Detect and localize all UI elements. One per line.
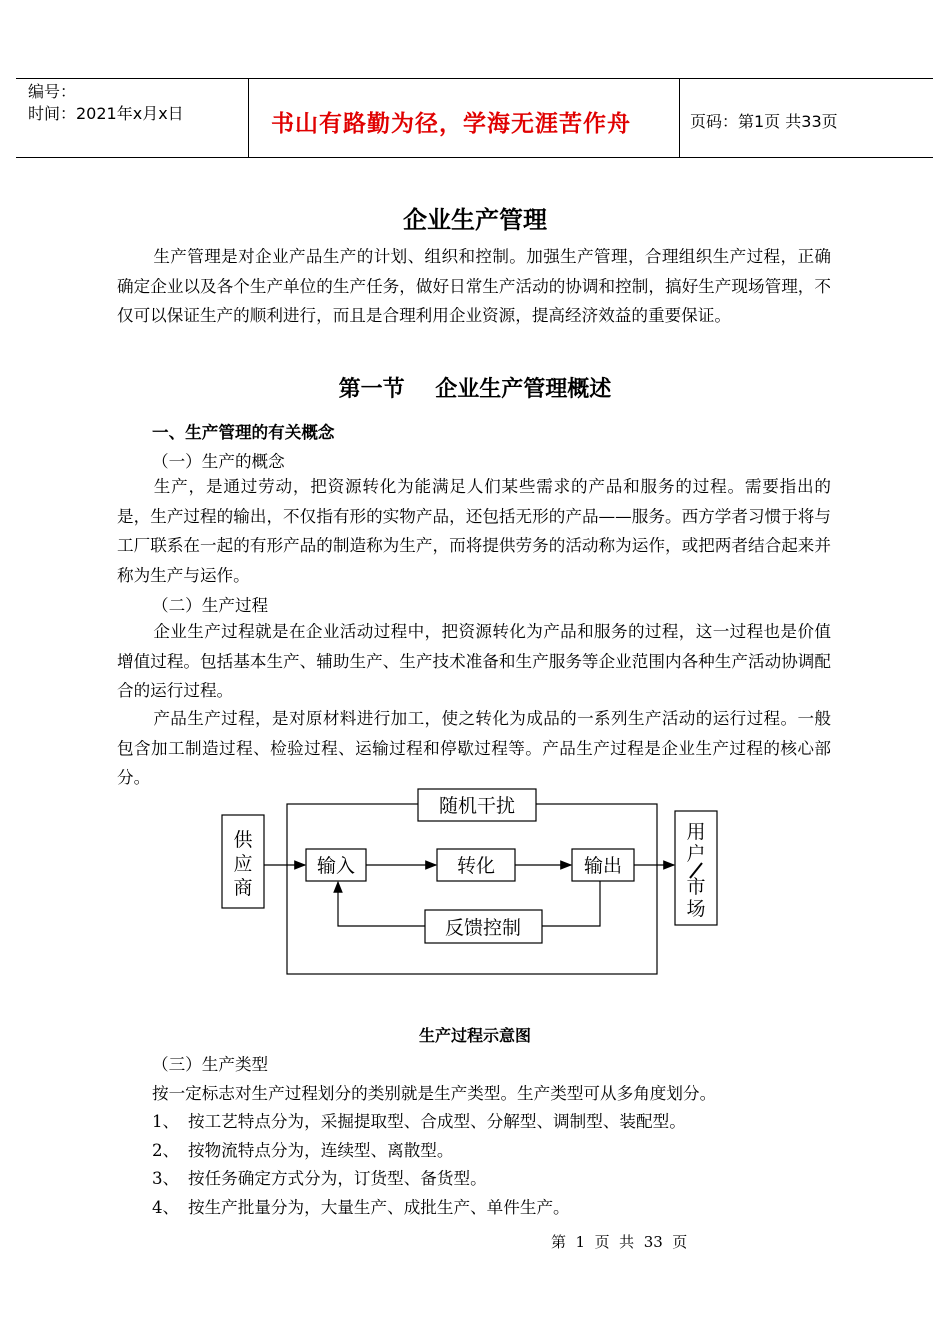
intro-text: 生产管理是对企业产品生产的计划、组织和控制。加强生产管理，合理组织生产过程，正确确定企业以及各个生产单位的生产任务，做好日常生产活动的协调和控制，搞好生产现场管理，不仅可以保证生产的顺利进行，而且是合理利用企业资源，提高经济效益的重要保证。 (117, 247, 831, 326)
document-number-label: 编号： (28, 82, 77, 101)
list-item (152, 1108, 686, 1132)
list-item-text: 按物流特点分为，连续型、离散型。 (188, 1141, 454, 1160)
document-time-label: 时间：2021年x月x日 (28, 104, 184, 123)
process-boundary (287, 804, 657, 974)
list-item (152, 1194, 570, 1218)
header-page-cell (680, 79, 933, 157)
page-footer: 第 1 页 共 33 页 (551, 1233, 688, 1251)
heading-concepts: 一、生产管理的有关概念 (152, 423, 335, 442)
process-text: 企业生产过程就是在企业活动过程中，把资源转化为产品和服务的过程，这一过程也是价值增值过程。包括基本生产、辅助生产、生产技术准备和生产服务等企业范围内各种生产活动协调配合的运行过程。 (117, 622, 831, 701)
feedback-label: 反馈控制 (444, 917, 522, 939)
page-title: 企业生产管理 (403, 206, 547, 234)
user-market-char-5: 场 (686, 898, 706, 920)
supplier-char-3: 商 (233, 877, 253, 899)
production-paragraph (117, 472, 831, 590)
section-title: 第一节 企业生产管理概述 (338, 377, 612, 402)
production-text: 生产，是通过劳动，把资源转化为能满足人们某些需求的产品和服务的过程。需要指出的是，生产过程的输出，不仅指有形的实物产品，还包括无形的产品——服务。西方学者习惯于将与工厂联系在一起的有形产品的制造称为生产，而将提供劳务的活动称为运作，或把两者结合起来并称为生产与运作。 (117, 477, 831, 585)
production-process-diagram (0, 780, 950, 990)
list-item-number: 3、 (152, 1169, 180, 1188)
list-item (152, 1137, 454, 1161)
feedback-line-from-output (542, 881, 600, 926)
header-meta-cell (16, 79, 249, 157)
header-motto-cell (249, 79, 680, 157)
user-market-char-4: 市 (686, 876, 706, 898)
intro-paragraph (117, 242, 831, 331)
list-item (152, 1165, 487, 1189)
list-item-text: 按任务确定方式分为，订货型、备货型。 (188, 1169, 487, 1188)
production-types-paragraph: 按一定标志对生产过程划分的类别就是生产类型。生产类型可从多角度划分。 (152, 1084, 717, 1103)
supplier-char-2: 应 (233, 853, 253, 875)
subheading-production-concept: （一）生产的概念 (152, 452, 285, 471)
supplier-char-1: 供 (233, 829, 253, 851)
user-market-char-2: 户 (686, 843, 706, 865)
arrow-feedback-to-input (338, 882, 425, 926)
transform-label: 转化 (456, 855, 496, 877)
subheading-production-process: （二）生产过程 (152, 596, 269, 615)
page-code: 页码：第1页 共33页 (690, 112, 838, 131)
list-item-text: 按生产批量分为，大量生产、成批生产、单件生产。 (188, 1198, 570, 1217)
list-item-number: 1、 (152, 1112, 180, 1131)
output-label: 输出 (583, 855, 623, 877)
list-item-text: 按工艺特点分为，采掘提取型、合成型、分解型、调制型、装配型。 (188, 1112, 686, 1131)
process-paragraph (117, 617, 831, 706)
product-process-text: 产品生产过程，是对原材料进行加工，使之转化为成品的一系列生产活动的运行过程。一般包含加工制造过程、检验过程、运输过程和停歇过程等。产品生产过程是企业生产过程的核心部分。 (117, 709, 831, 788)
list-item-number: 4、 (152, 1198, 180, 1217)
subheading-production-types: （三）生产类型 (152, 1055, 269, 1074)
input-label: 输入 (316, 855, 356, 877)
motto-text: 书山有路勤为径，学海无涯苦作舟 (271, 111, 631, 137)
diagram-caption: 生产过程示意图 (418, 1026, 531, 1045)
list-item-number: 2、 (152, 1141, 180, 1160)
header-table (16, 78, 933, 158)
user-market-char-1: 用 (686, 821, 706, 843)
disturbance-label: 随机干扰 (438, 795, 516, 817)
